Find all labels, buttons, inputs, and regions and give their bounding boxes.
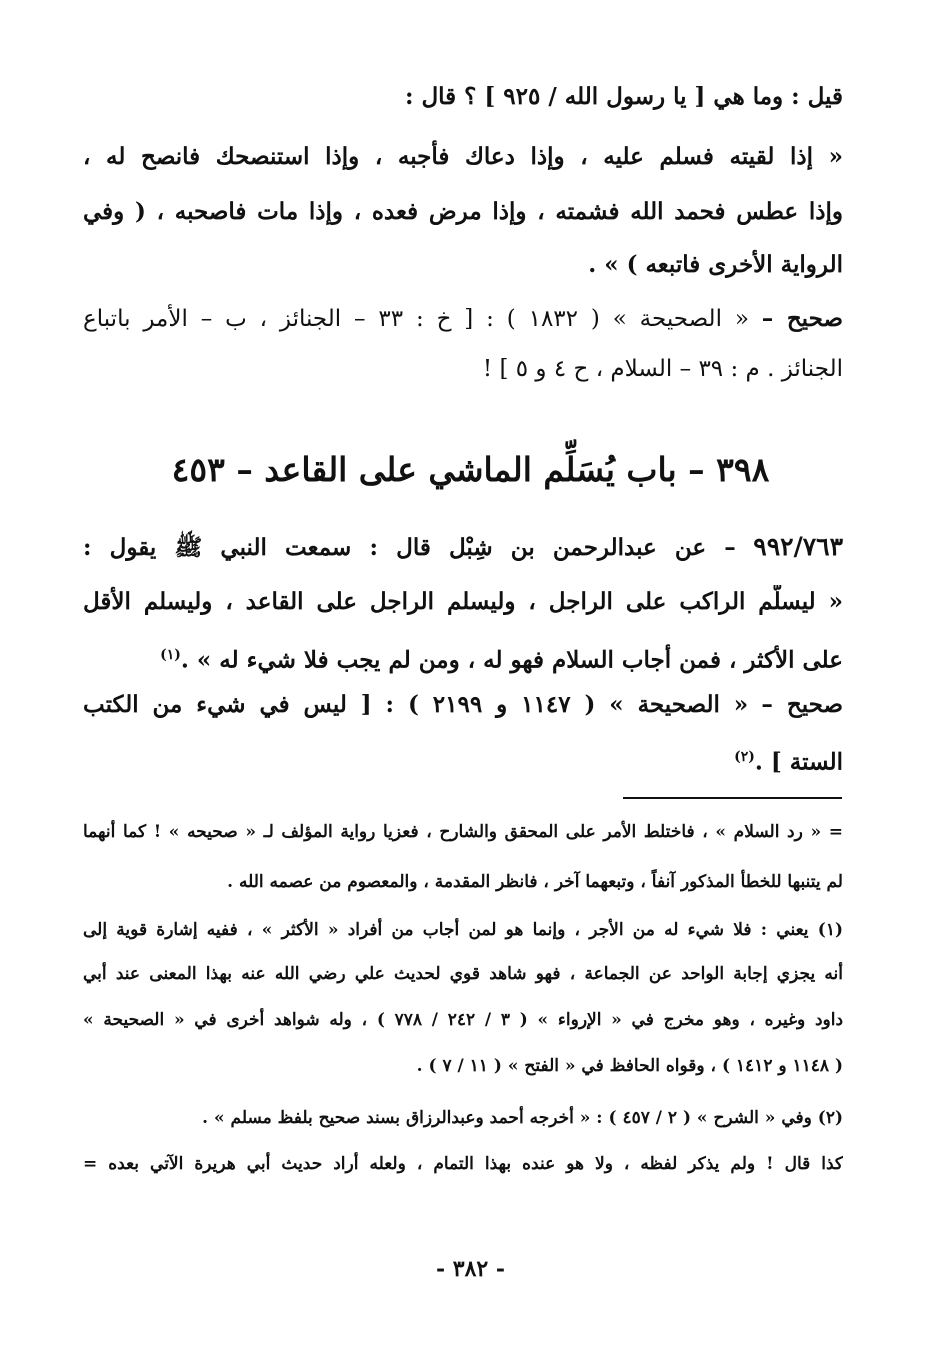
page-number: - ٣٨٢ - — [435, 1256, 506, 1282]
hadith-line-2: « ليسلّم الراكب على الراجل ، وليسلم الراجل على القاعد ، وليسلم الأقل — [83, 588, 843, 615]
footnote-2-line-2: كذا قال ! ولم يذكر لفظه ، ولا هو عنده بهذا التمام ، ولعله أراد حديث أبي هريرة الآتي بعده = — [83, 1154, 843, 1174]
text-line-2: « إذا لقيته فسلم عليه ، وإذا دعاك فأجبه ، وإذا استنصحك فانصح له ، — [83, 143, 843, 170]
grade-text: « الصحيحة » ( ١٨٣٢ ) : [ خ : ٣٣ – الجنائز ، ب – الأمر باتباع — [83, 306, 749, 332]
hadith-number: ٩٩٢/٧٦٣ — [753, 532, 843, 561]
text-line-3: وإذا عطس فحمد الله فشمته ، وإذا مرض فعده ، وإذا مات فاصحبه ، ( وفي — [83, 198, 843, 225]
hadith-grade-label: صحيح – — [761, 691, 843, 718]
hadith-line-3-text: على الأكثر ، فمن أجاب السلام فهو له ، ومن لم يجب فلا شيء له » . — [180, 646, 843, 674]
hadith-grade-line-2-text: الستة ] . — [754, 748, 843, 776]
text-line-1: قيل : وما هي [ يا رسول الله / ٩٢٥ ] ؟ قال : — [404, 83, 843, 110]
grade-line-1 — [83, 302, 843, 336]
footnote-1-line-2: أنه يجزي إجابة الواحد عن الجماعة ، فهو شاهد قوي لحديث علي رضي الله عنه بهذا المعنى عند أبي — [83, 964, 843, 984]
hadith-grade-line-1 — [83, 688, 843, 722]
footnote-cont-line-1: = « رد السلام » ، فاختلط الأمر على المحقق والشارح ، فعزيا رواية المؤلف لـ « صحيحه » ! كما أنهما — [83, 822, 843, 842]
footnote-ref-2: (٢) — [734, 749, 755, 765]
text-line-4: الرواية الأخرى فاتبعه ) » . — [588, 251, 843, 278]
hadith-grade-text: « الصحيحة » ( ١١٤٧ و ٢١٩٩ ) : [ ليس في شيء من الكتب — [83, 691, 749, 718]
hadith-line-1 — [83, 530, 843, 565]
footnote-2-line-1: (٢) وفي « الشرح » ( ٢ / ٤٥٧ ) : « أخرجه أحمد وعبدالرزاق بسند صحيح بلفظ مسلم » . — [202, 1108, 843, 1128]
footnote-1-line-1: (١) يعني : فلا شيء له من الأجر ، وإنما هو لمن أجاب من أفراد « الأكثر » ، ففيه إشارة قوية إلى — [83, 920, 843, 940]
footnote-1-line-3: داود وغيره ، وهو مخرج في « الإرواء » ( ٣ / ٢٤٢ / ٧٧٨ ) ، وله شواهد أخرى في « الصحيحة » — [83, 1010, 843, 1030]
footnote-ref-1: (١) — [160, 647, 181, 663]
hadith-intro: – عن عبدالرحمن بن شِبْل قال : سمعت النبي ﷺ يقول : — [83, 534, 736, 561]
hadith-line-3 — [83, 638, 843, 678]
grade-label: صحيح – — [761, 305, 843, 332]
footnote-separator — [623, 797, 842, 799]
hadith-grade-line-2 — [83, 740, 843, 780]
grade-line-2: الجنائز . م : ٣٩ – السلام ، ح ٤ و ٥ ] ! — [482, 356, 843, 382]
footnote-1-line-4: ( ١١٤٨ و ١٤١٢ ) ، وقواه الحافظ في « الفتح » ( ١١ / ٧ ) . — [416, 1056, 843, 1076]
chapter-heading: ٣٩٨ – باب يُسَلِّم الماشي على القاعد – ٤٥٣ — [171, 450, 770, 489]
footnote-cont-line-2: لم يتنبها للخطأ المذكور آنفاً ، وتبعهما آخر ، فانظر المقدمة ، والمعصوم من عصمه الله . — [227, 872, 843, 892]
